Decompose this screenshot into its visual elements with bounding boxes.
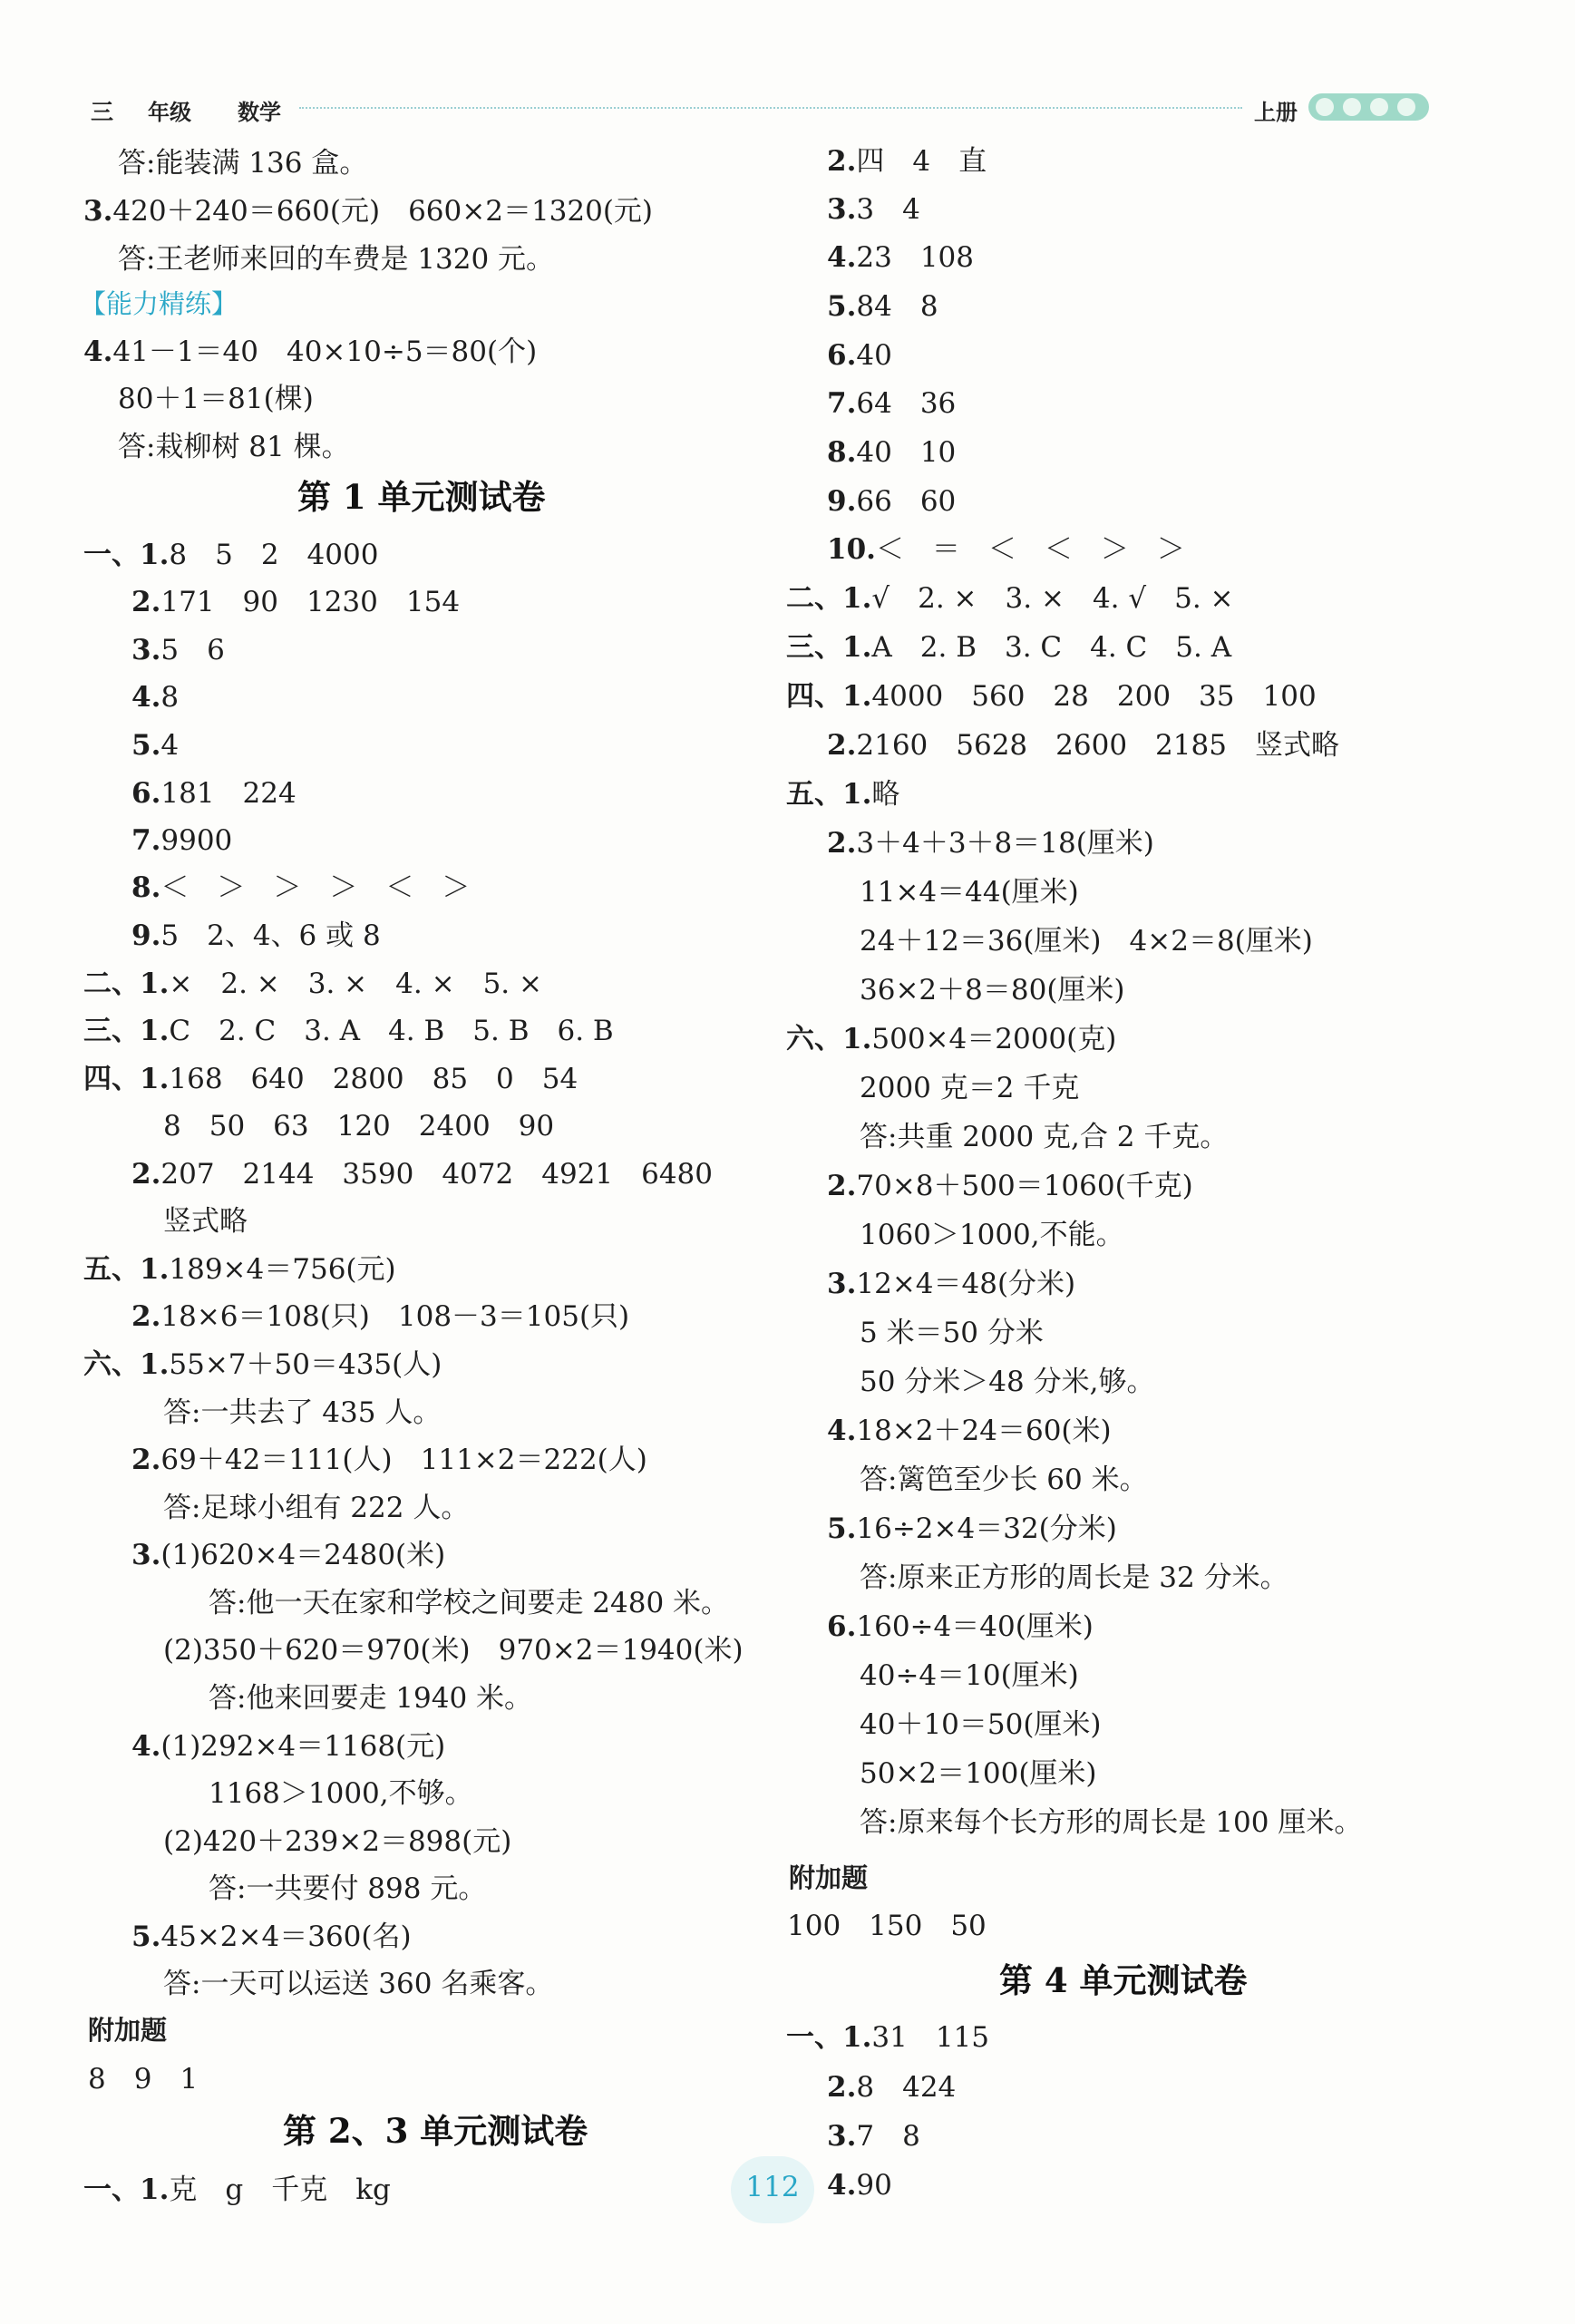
answer-text: 答:王老师来回的车费是 1320 元。 <box>118 243 555 276</box>
answer-line <box>860 1070 1079 1106</box>
badge-dot-icon <box>1370 98 1388 116</box>
item-number: 一、1. <box>786 2021 872 2054</box>
answer-line <box>118 429 350 465</box>
section-title: 第 1 单元测试卷 <box>297 477 546 517</box>
answer-text: 84 8 <box>856 290 938 323</box>
item-number: 6. <box>131 777 161 810</box>
answer-line <box>827 2167 892 2203</box>
answer-line <box>860 1315 1044 1351</box>
answer-line <box>786 629 1231 666</box>
answer-text: 8 50 63 120 2400 90 <box>163 1110 555 1143</box>
answer-text: 207 2144 3590 4072 4921 6480 <box>160 1158 714 1191</box>
item-number: 四、1. <box>83 1063 170 1095</box>
answer-line <box>827 2118 920 2154</box>
item-number: 10. <box>827 533 876 566</box>
item-number: 5. <box>827 290 857 323</box>
answer-text: 8 <box>160 681 180 714</box>
item-number: 六、1. <box>786 1023 872 1055</box>
answer-line <box>860 1755 1097 1792</box>
answer-line <box>827 1266 1075 1302</box>
answer-line <box>827 825 1154 861</box>
answer-text: 40 10 <box>856 436 957 469</box>
answer-line <box>83 1013 614 1049</box>
item-number: 2. <box>131 586 161 618</box>
answer-text: 5 6 <box>160 634 225 666</box>
answer-text: 31 115 <box>871 2021 989 2054</box>
answer-line <box>83 193 653 229</box>
answer-line <box>786 1021 1116 1057</box>
answer-line <box>827 288 938 325</box>
answer-text: 16÷2×4＝32(分米) <box>856 1512 1117 1545</box>
answer-text: 5 2、4、6 或 8 <box>160 919 381 952</box>
item-number: 2. <box>827 1170 857 1202</box>
answer-text: 答:一天可以运送 360 名乘客。 <box>163 1968 554 2000</box>
answer-line <box>163 1395 441 1431</box>
item-number: 一、1. <box>83 539 170 571</box>
answer-line <box>860 1462 1148 1498</box>
answer-line <box>83 334 537 370</box>
item-number: 2. <box>827 2071 857 2104</box>
answer-line <box>827 531 1185 568</box>
bonus-heading: 附加题 <box>88 2017 168 2046</box>
answer-text: 171 90 1230 154 <box>160 586 461 618</box>
answer-text: √ 2. × 3. × 4. √ 5. × <box>871 582 1234 615</box>
answer-line <box>131 918 381 954</box>
answer-text: 160÷4＝40(厘米) <box>856 1610 1094 1643</box>
answer-line <box>118 241 554 277</box>
answer-line <box>131 727 179 763</box>
answer-text: 18×6＝108(只) 108－3＝105(只) <box>160 1300 630 1333</box>
answer-line <box>787 1908 987 1944</box>
item-number: 2. <box>827 145 857 178</box>
item-number: 三、1. <box>83 1015 170 1047</box>
answer-text: 答:他来回要走 1940 米。 <box>209 1682 533 1715</box>
answer-line <box>83 1251 396 1288</box>
answer-text: 55×7＋50＝435(人) <box>169 1348 442 1381</box>
answer-text: 答:原来正方形的周长是 32 分米。 <box>860 1561 1288 1594</box>
item-number: 4. <box>827 241 857 274</box>
item-number: 4. <box>131 681 161 714</box>
answer-line <box>827 483 956 520</box>
answer-text: 40＋10＝50(厘米) <box>860 1708 1102 1741</box>
answer-text: 4000 560 28 200 35 100 <box>871 680 1317 713</box>
answer-text: 80＋1＝81(棵) <box>118 383 314 415</box>
answer-line <box>827 2069 956 2105</box>
answer-line <box>827 191 920 228</box>
item-number: 6. <box>827 339 857 372</box>
item-number: 4. <box>131 1730 161 1763</box>
answer-text: 181 224 <box>160 777 297 810</box>
answer-text: 9900 <box>160 824 233 857</box>
answer-line <box>88 2061 198 2097</box>
answer-text: 40 <box>856 339 892 372</box>
answer-line <box>83 537 378 573</box>
item-number: 二、1. <box>786 582 872 615</box>
answer-text: A 2. B 3. C 4. C 5. A <box>871 631 1232 664</box>
answer-line <box>131 679 179 715</box>
page-number: 112 <box>745 2171 800 2203</box>
answer-text: 41－1＝40 40×10÷5＝80(个) <box>112 335 538 368</box>
answer-text: 45×2×4＝360(名) <box>160 1920 412 1953</box>
answer-line <box>827 143 987 180</box>
item-number: 四、1. <box>786 680 872 713</box>
header-rule <box>299 107 1242 109</box>
item-number: 2. <box>131 1300 161 1333</box>
answer-line <box>163 1490 469 1526</box>
item-number: 3. <box>827 1268 857 1300</box>
answer-text: 2000 克＝2 千克 <box>860 1072 1080 1104</box>
answer-line <box>163 1203 248 1240</box>
answer-line <box>827 434 956 471</box>
answer-text: 答:能装满 136 盒。 <box>118 147 368 180</box>
answer-line <box>860 1217 1124 1253</box>
item-number: 9. <box>827 485 857 518</box>
answer-text: 66 60 <box>856 485 957 518</box>
answer-line <box>786 580 1234 617</box>
item-number: 3. <box>827 193 857 226</box>
answer-line <box>860 874 1079 910</box>
answer-text: 70×8＋500＝1060(千克) <box>856 1170 1193 1202</box>
answer-line <box>786 776 899 812</box>
item-number: 4. <box>827 1415 857 1447</box>
answer-text: 克 g 千克 kg <box>169 2173 391 2206</box>
badge-dot-icon <box>1397 98 1415 116</box>
answer-text: 50×2＝100(厘米) <box>860 1757 1097 1790</box>
item-number: 9. <box>131 919 161 952</box>
answer-line <box>827 727 1339 763</box>
item-number: 5. <box>827 1512 857 1545</box>
answer-text: 40÷4＝10(厘米) <box>860 1659 1079 1692</box>
answer-line <box>131 584 460 620</box>
answer-text: 2160 5628 2600 2185 竖式略 <box>856 729 1339 762</box>
answer-line <box>131 1728 445 1765</box>
answer-line <box>131 870 470 906</box>
answer-line <box>827 1609 1094 1645</box>
item-number: 六、1. <box>83 1348 170 1381</box>
answer-line <box>860 1804 1362 1841</box>
answer-text: 420＋240＝660(元) 660×2＝1320(元) <box>112 195 654 228</box>
item-number: 2. <box>131 1444 161 1476</box>
item-number: 4. <box>827 2169 857 2202</box>
answer-text: 8 5 2 4000 <box>169 539 379 571</box>
answer-line <box>131 1442 647 1478</box>
badge-dot-icon <box>1343 98 1361 116</box>
grade-number: 三 <box>91 100 114 125</box>
answer-text: 36×2＋8＝80(厘米) <box>860 974 1125 1006</box>
answer-line <box>131 775 297 812</box>
item-number: 五、1. <box>83 1253 170 1286</box>
section-title: 第 2、3 单元测试卷 <box>283 2111 588 2151</box>
answer-text: 答:栽柳树 81 棵。 <box>118 431 350 463</box>
answer-line <box>860 1658 1079 1694</box>
answer-line <box>786 678 1317 715</box>
answer-line <box>131 1156 713 1192</box>
answer-text: 11×4＝44(厘米) <box>860 876 1079 909</box>
item-number: 3. <box>827 2120 857 2153</box>
answer-line <box>163 1108 554 1144</box>
answer-text: 1060＞1000,不能。 <box>860 1219 1124 1251</box>
answer-text: 竖式略 <box>163 1205 248 1238</box>
answer-text: 答:共重 2000 克,合 2 千克。 <box>860 1121 1229 1153</box>
page-header <box>0 0 1575 136</box>
answer-line <box>860 1707 1102 1743</box>
answer-text: 64 36 <box>856 387 957 420</box>
answer-text: 答:原来每个长方形的周长是 100 厘米。 <box>860 1806 1363 1839</box>
answer-line <box>827 1511 1117 1547</box>
answer-text: 18×2＋24＝60(米) <box>856 1415 1112 1447</box>
item-number: 3. <box>131 634 161 666</box>
item-number: 一、1. <box>83 2173 170 2206</box>
answer-line <box>163 1823 511 1860</box>
answer-text: ＜ ＝ ＜ ＜ ＞ ＞ <box>875 533 1185 566</box>
answer-text: 3 4 <box>856 193 920 226</box>
answer-text: 答:足球小组有 222 人。 <box>163 1492 470 1524</box>
answer-text: ＜ ＞ ＞ ＞ ＜ ＞ <box>160 871 471 904</box>
item-number: 5. <box>131 729 161 762</box>
item-number: 2. <box>131 1158 161 1191</box>
answer-text: 168 640 2800 85 0 54 <box>169 1063 578 1095</box>
answer-line <box>209 1585 729 1621</box>
answer-text: × 2. × 3. × 4. × 5. × <box>169 968 542 1000</box>
item-number: 4. <box>83 335 113 368</box>
answer-line <box>83 1061 578 1097</box>
answer-text: 四 4 直 <box>856 145 987 178</box>
answer-line <box>827 385 956 422</box>
answer-text: 23 108 <box>856 241 974 274</box>
item-number: 3. <box>83 195 113 228</box>
section-tag: 【能力精练】 <box>80 290 238 319</box>
volume-label: 上册 <box>1254 101 1298 125</box>
answer-text: 答:一共去了 435 人。 <box>163 1396 442 1429</box>
item-number: 五、1. <box>786 778 872 811</box>
answer-text: 4 <box>160 729 180 762</box>
answer-text: 189×4＝756(元) <box>169 1253 396 1286</box>
answer-line <box>827 239 974 276</box>
item-number: 3. <box>131 1539 161 1571</box>
item-number: 8. <box>827 436 857 469</box>
answer-text: (1)620×4＝2480(米) <box>160 1539 446 1571</box>
answer-text: (2)420＋239×2＝898(元) <box>163 1825 512 1858</box>
item-number: 7. <box>131 824 161 857</box>
answer-text: 69＋42＝111(人) 111×2＝222(人) <box>160 1444 647 1476</box>
answer-line <box>827 337 892 374</box>
item-number: 2. <box>827 827 857 860</box>
answer-line <box>83 2172 391 2208</box>
answer-line <box>827 1413 1112 1449</box>
answer-text: 答:篱笆至少长 60 米。 <box>860 1463 1148 1496</box>
item-number: 三、1. <box>786 631 872 664</box>
answer-line <box>860 972 1125 1008</box>
badge-dot-icon <box>1316 98 1334 116</box>
answer-text: 答:一共要付 898 元。 <box>209 1872 487 1905</box>
item-number: 7. <box>827 387 857 420</box>
answer-text: 500×4＝2000(克) <box>871 1023 1117 1055</box>
answer-text: (2)350＋620＝970(米) 970×2＝1940(米) <box>163 1634 744 1667</box>
answer-line <box>131 822 232 859</box>
bonus-heading: 附加题 <box>789 1864 869 1893</box>
item-number: 8. <box>131 871 161 904</box>
answer-line <box>131 1298 629 1335</box>
answer-line <box>860 1560 1288 1596</box>
subject-label: 数学 <box>238 101 281 125</box>
answer-text: 50 分米＞48 分米,够。 <box>860 1366 1155 1398</box>
answer-text: 100 150 50 <box>787 1910 987 1942</box>
answer-line <box>163 1966 553 2002</box>
answer-line <box>209 1680 532 1716</box>
item-number: 6. <box>827 1610 857 1643</box>
answer-line <box>786 2019 989 2056</box>
answer-line <box>860 1364 1154 1400</box>
answer-line <box>209 1871 486 1907</box>
answer-text: (1)292×4＝1168(元) <box>160 1730 446 1763</box>
answer-line <box>118 145 367 181</box>
answer-text: C 2. C 3. A 4. B 5. B 6. B <box>169 1015 614 1047</box>
item-number: 2. <box>827 729 857 762</box>
answer-line <box>163 1632 744 1668</box>
answer-text: 1168＞1000,不够。 <box>209 1777 473 1810</box>
grade-label: 年级 <box>148 101 191 125</box>
answer-text: 3＋4＋3＋8＝18(厘米) <box>856 827 1154 860</box>
brand-badge <box>1308 93 1429 121</box>
answer-line <box>131 1537 445 1573</box>
answer-text: 24＋12＝36(厘米) 4×2＝8(厘米) <box>860 925 1313 958</box>
answer-line <box>83 1347 442 1383</box>
answer-text: 7 8 <box>856 2120 920 2153</box>
answer-text: 8 424 <box>856 2071 957 2104</box>
answer-text: 12×4＝48(分米) <box>856 1268 1076 1300</box>
answer-line <box>83 966 542 1002</box>
item-number: 5. <box>131 1920 161 1953</box>
answer-line <box>118 381 314 417</box>
answer-line <box>131 1919 412 1955</box>
answer-line <box>860 1119 1228 1155</box>
answer-text: 略 <box>871 778 900 811</box>
answer-line <box>860 923 1313 959</box>
answer-line <box>131 632 225 668</box>
answer-text: 8 9 1 <box>88 2063 199 2095</box>
item-number: 二、1. <box>83 968 170 1000</box>
answer-text: 5 米＝50 分米 <box>860 1317 1044 1349</box>
answer-line <box>827 1168 1193 1204</box>
section-title: 第 4 单元测试卷 <box>999 1960 1248 2000</box>
answer-text: 90 <box>856 2169 892 2202</box>
answer-line <box>209 1775 473 1812</box>
answer-text: 答:他一天在家和学校之间要走 2480 米。 <box>209 1587 730 1619</box>
